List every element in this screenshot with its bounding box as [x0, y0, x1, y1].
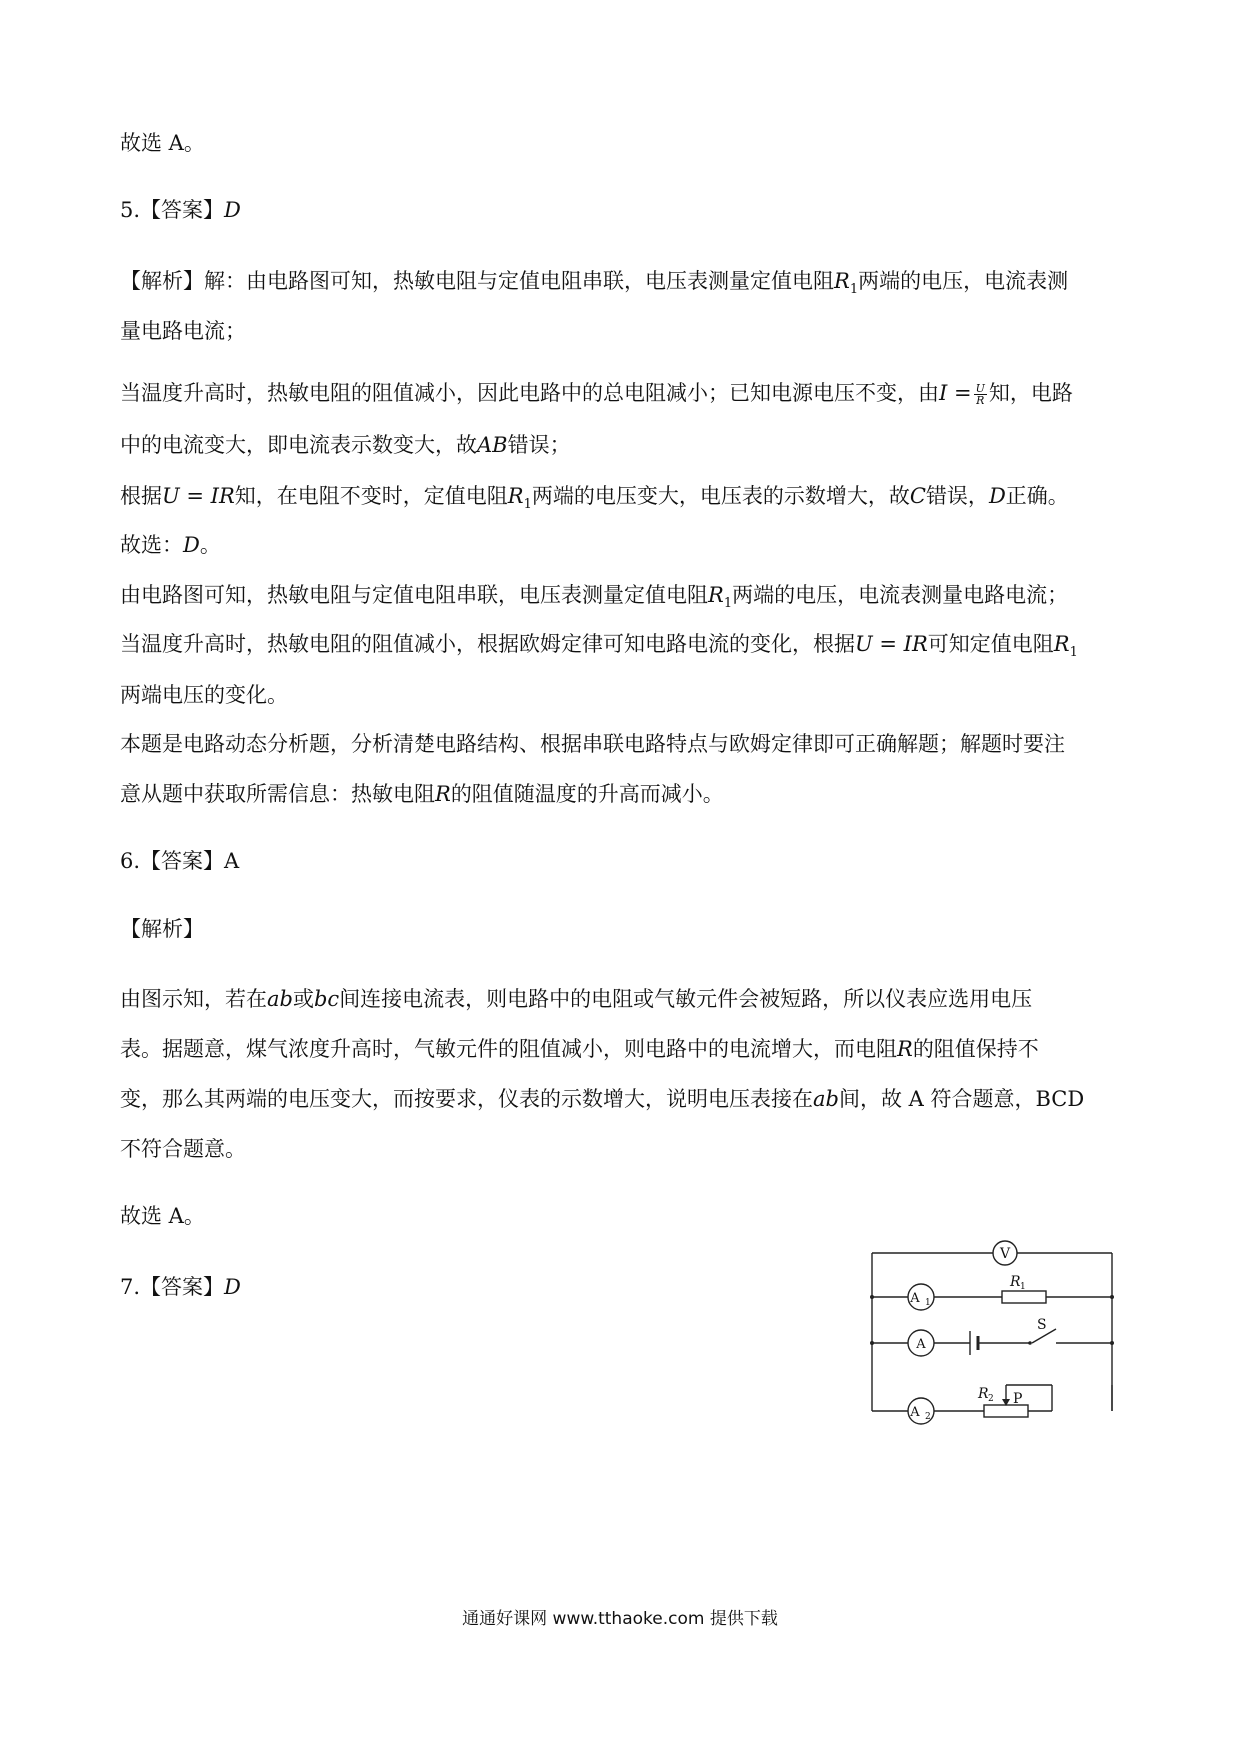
- q5-text: 故选：: [120, 533, 183, 557]
- q5-number: 5.: [120, 198, 141, 222]
- equation: I =: [939, 381, 972, 405]
- var-r: R: [1053, 632, 1070, 656]
- q7-answer: [120, 1272, 241, 1302]
- q5-text: 正确。: [1005, 484, 1069, 508]
- q6-text: 由图示知，若在: [120, 987, 267, 1011]
- q5-text: 。: [199, 533, 221, 557]
- var-r: R: [897, 1037, 913, 1061]
- q5-analysis-line-5: [120, 481, 1069, 520]
- q6-text: 变，那么其两端的电压变大，而按要求，仪表的示数增大，说明电压表接在: [120, 1087, 813, 1111]
- q5-text: 当温度升高时，热敏电阻的阻值减小，根据欧姆定律可知电路电流的变化，根据: [120, 632, 855, 656]
- label-a1-sub: 1: [925, 1298, 931, 1308]
- q6-answer-value: A: [224, 849, 240, 873]
- denominator: R: [976, 394, 985, 407]
- junction: [870, 1295, 874, 1299]
- label-r1: R: [1010, 1274, 1021, 1290]
- sub: 1: [1069, 645, 1078, 661]
- q6-analysis-line-2: [120, 1034, 1039, 1064]
- var-r: R: [708, 583, 724, 607]
- q5-text: 中的电流变大，即电流表示数变大，故: [120, 433, 477, 457]
- q5-text: 根据: [120, 484, 162, 508]
- junction: [1110, 1341, 1114, 1345]
- q6-answer-label: 【答案】: [140, 849, 225, 873]
- q5-text: 知，电路: [988, 381, 1073, 405]
- q5-analysis-label: 【解析】: [120, 269, 204, 293]
- page-footer: 通通好课网 www.tthaoke.com 提供下载: [462, 1609, 778, 1629]
- var-bc: bc: [313, 987, 340, 1011]
- var-ab: AB: [477, 433, 508, 457]
- q5-answer-label: 【答案】: [140, 198, 225, 222]
- q5-analysis-line-11: [120, 779, 724, 809]
- q5-answer-value: D: [224, 198, 241, 222]
- q6-text: 或: [292, 987, 314, 1011]
- var-d: D: [988, 484, 1006, 508]
- var-r: R: [834, 269, 850, 293]
- q6-text: 间，故 A 符合题意，BCD: [838, 1087, 1085, 1111]
- sub: 1: [849, 282, 859, 298]
- var-ab: ab: [813, 1087, 839, 1111]
- circuit-diagram: [860, 1225, 1140, 1425]
- q5-text: 错误；: [507, 433, 571, 457]
- q6-number: 6.: [120, 849, 141, 873]
- q5-analysis-line-10: 本题是电路动态分析题，分析清楚电路结构、根据串联电路特点与欧姆定律即可正确解题；解题时要注: [120, 732, 1065, 756]
- q6-analysis-line-4: 不符合题意。: [120, 1137, 246, 1161]
- q5-answer: [120, 195, 241, 225]
- q7-number: 7.: [120, 1275, 141, 1299]
- label-a: A: [916, 1337, 926, 1352]
- label-s: S: [1037, 1317, 1047, 1333]
- label-r2: R: [978, 1386, 989, 1402]
- label-v: V: [999, 1246, 1011, 1262]
- q7-answer-label: 【答案】: [140, 1275, 225, 1299]
- q5-text: 可知定值电阻: [927, 632, 1054, 656]
- q7-answer-value: D: [224, 1275, 241, 1299]
- q5-text: 两端的电压变大，电压表的示数增大，故: [531, 484, 910, 508]
- var-c: C: [909, 484, 926, 508]
- q5-text: 错误，: [925, 484, 989, 508]
- q5-text: 解：由电路图可知，热敏电阻与定值电阻串联，电压表测量定值电阻: [204, 269, 834, 293]
- q6-text: 的阻值保持不: [912, 1037, 1039, 1061]
- fraction-u-over-r: [974, 383, 987, 406]
- label-r1-sub: 1: [1020, 1282, 1026, 1292]
- q6-analysis-line-1: [120, 984, 1032, 1014]
- junction: [1110, 1295, 1114, 1299]
- q5-analysis-line-8: [120, 629, 1078, 668]
- var-r: R: [435, 782, 451, 806]
- q5-text: 当温度升高时，热敏电阻的阻值减小，因此电路中的总电阻减小；已知电源电压不变，由: [120, 381, 939, 405]
- equation: U = IR: [855, 632, 928, 656]
- q6-analysis-label: 【解析】: [120, 917, 204, 941]
- q6-text: 表。据题意，煤气浓度升高时，气敏元件的阻值减小，则电路中的电流增大，而电阻: [120, 1037, 897, 1061]
- choose-a-top: 故选 A。: [120, 131, 205, 155]
- q5-text: 的阻值随温度的升高而减小。: [450, 782, 724, 806]
- q5-analysis-line-7: [120, 580, 1068, 619]
- var-d: D: [183, 533, 200, 557]
- q5-analysis-line-2: 量电路电流；: [120, 319, 246, 343]
- q5-text: 两端的电压，电流表测: [858, 269, 1069, 293]
- q5-analysis-line-6: [120, 530, 221, 560]
- sub: 1: [723, 596, 733, 612]
- q5-text: 由电路图可知，热敏电阻与定值电阻串联，电压表测量定值电阻: [120, 583, 708, 607]
- sub: 1: [523, 497, 532, 513]
- label-a2-sub: 2: [925, 1412, 931, 1422]
- q5-analysis-line-3: [120, 378, 1073, 408]
- q6-analysis-line-3: [120, 1084, 1084, 1114]
- resistor-r1: [1002, 1291, 1046, 1303]
- q6-text: 间连接电流表，则电路中的电阻或气敏元件会被短路，所以仪表应选用电压: [339, 987, 1033, 1011]
- label-a1: A: [910, 1291, 920, 1306]
- q5-analysis-line-4: [120, 430, 571, 460]
- q5-analysis-line-1: [120, 266, 1068, 305]
- label-p: P: [1013, 1391, 1023, 1407]
- junction: [870, 1341, 874, 1345]
- switch-contact: [1028, 1341, 1032, 1345]
- var-ab: ab: [267, 987, 293, 1011]
- equation: U = IR: [162, 484, 235, 508]
- var-r: R: [507, 484, 524, 508]
- label-r2-sub: 2: [988, 1394, 994, 1404]
- q5-text: 两端的电压，电流表测量电路电流；: [732, 583, 1069, 607]
- q6-answer: [120, 846, 239, 876]
- q5-text: 意从题中获取所需信息：热敏电阻: [120, 782, 435, 806]
- q6-choose: 故选 A。: [120, 1204, 205, 1228]
- q5-text: 知，在电阻不变时，定值电阻: [234, 484, 508, 508]
- q5-analysis-line-9: 两端电压的变化。: [120, 683, 288, 707]
- label-a2: A: [910, 1405, 920, 1420]
- numerator: U: [975, 382, 985, 395]
